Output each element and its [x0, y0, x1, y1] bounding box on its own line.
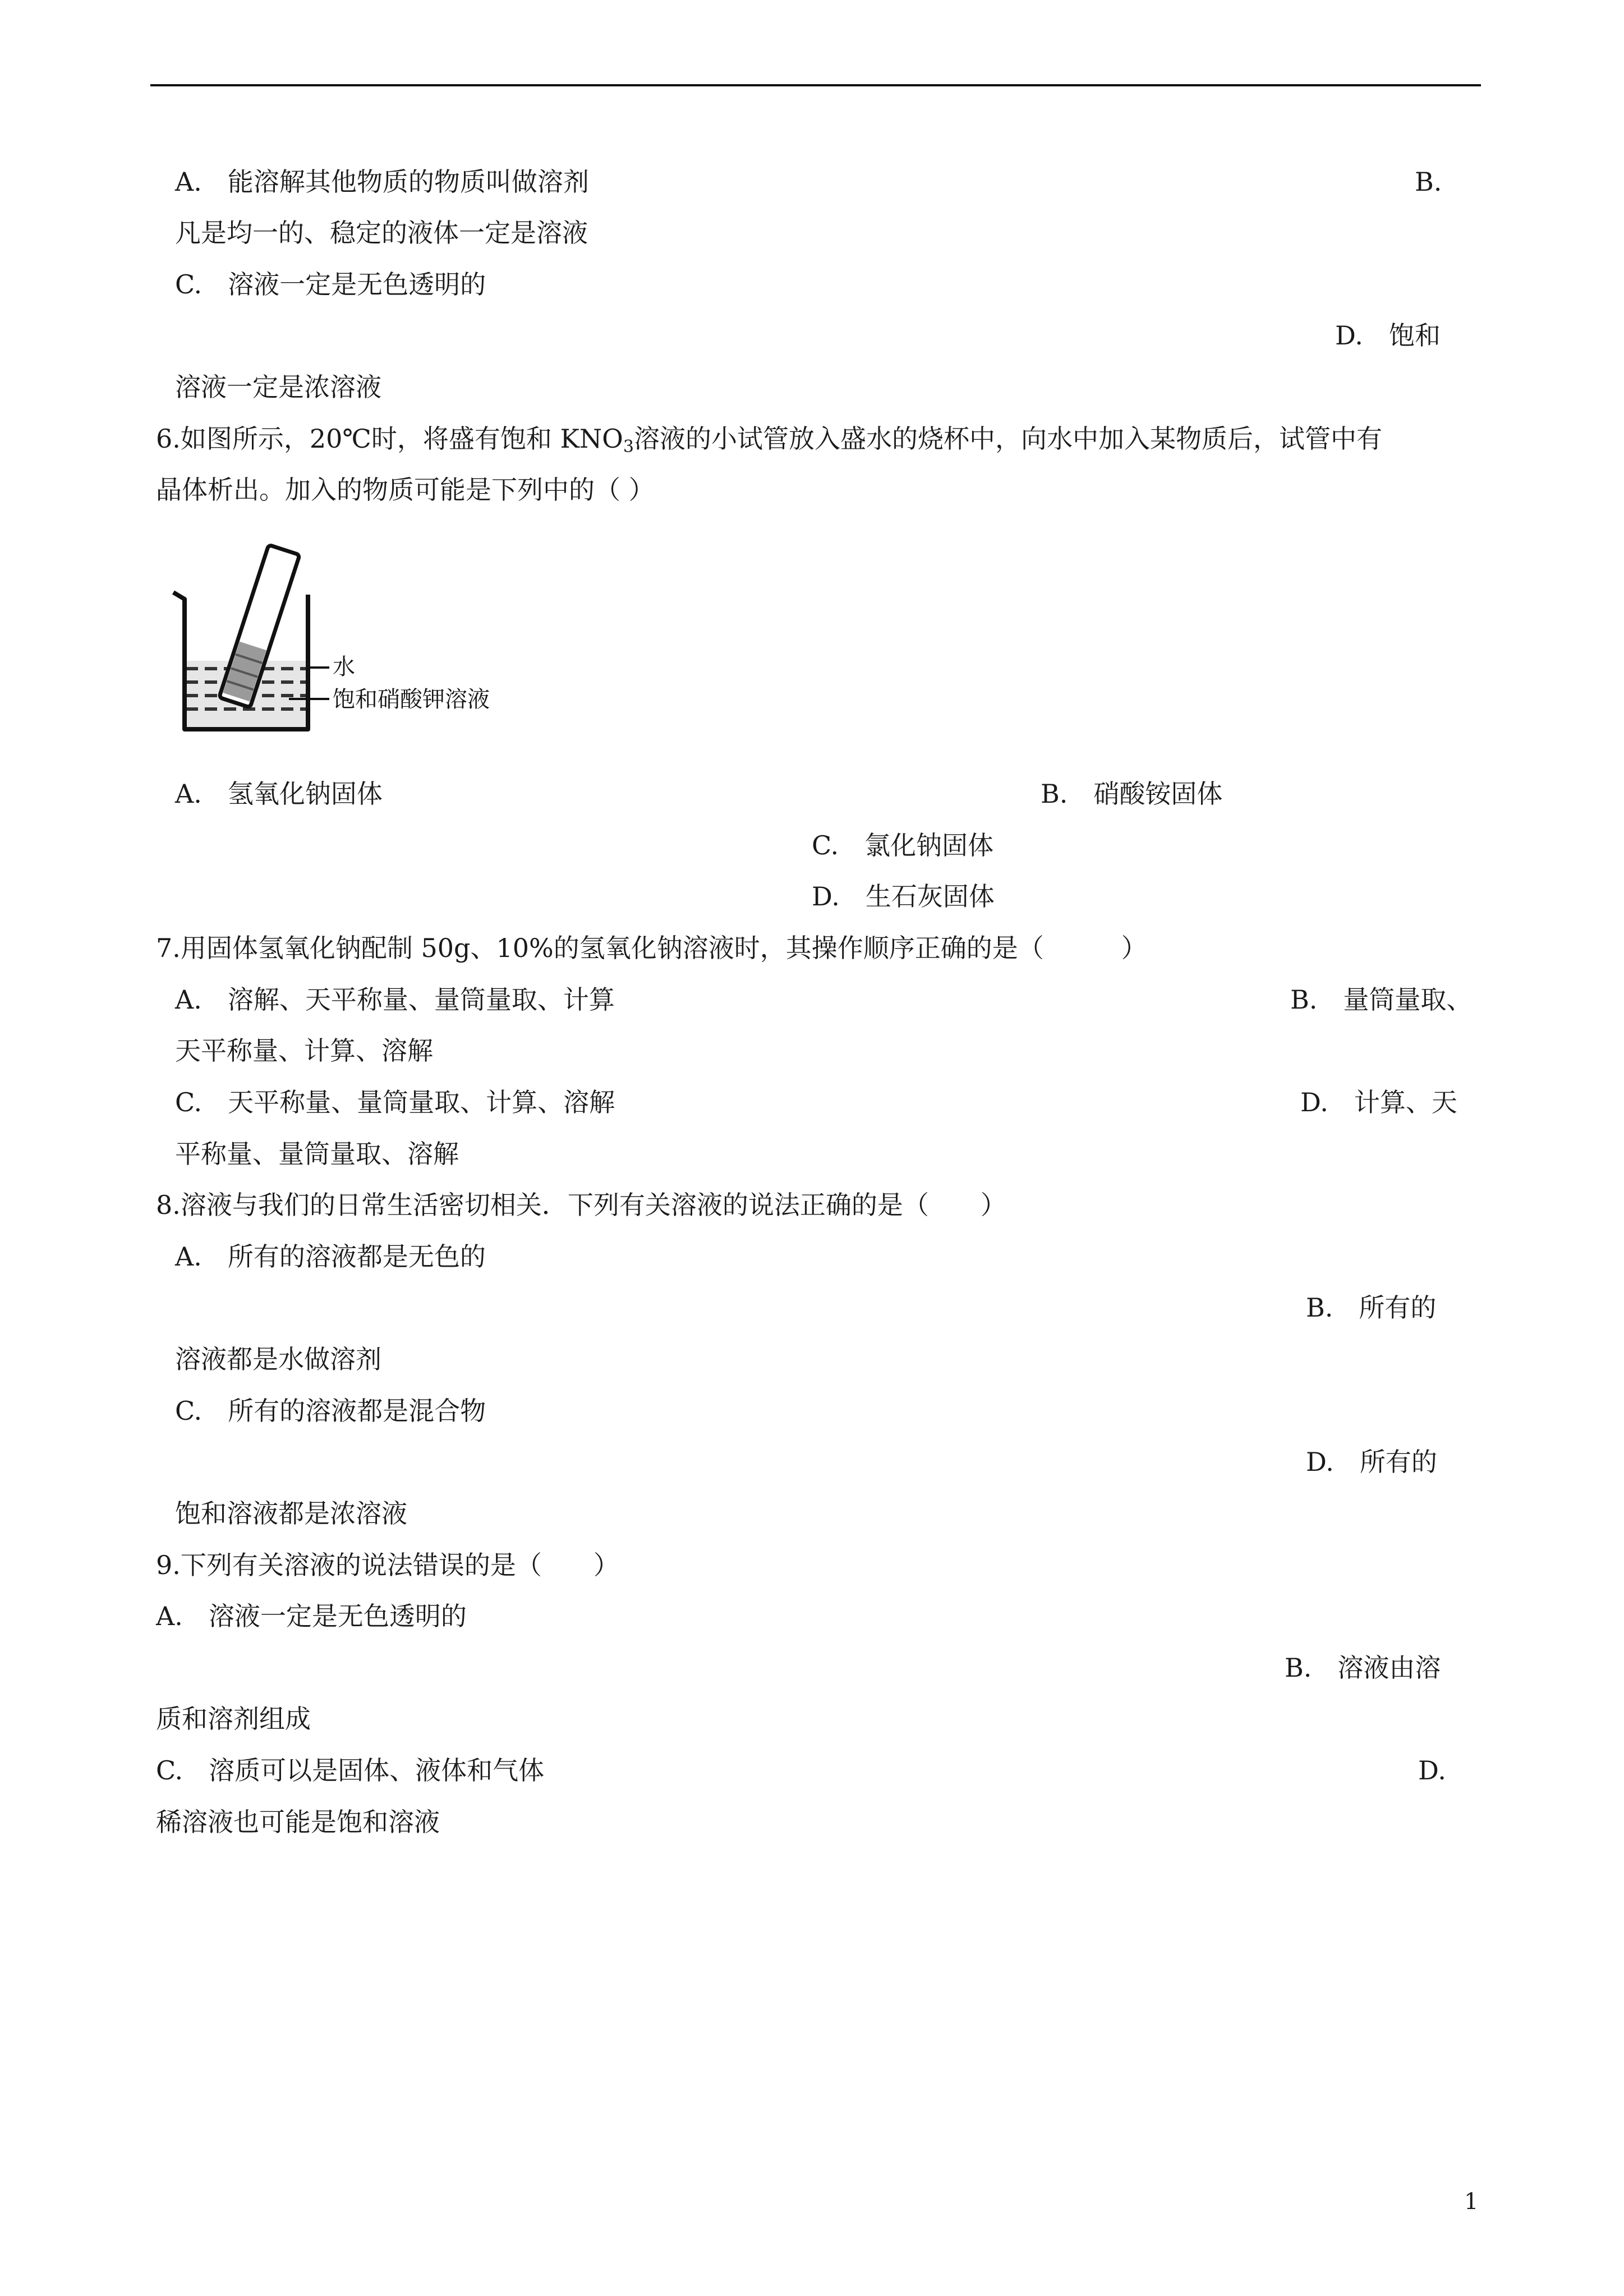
q9-option-b-label: B. 溶液由溶 [1285, 1653, 1441, 1683]
q7-option-d-text: 平称量、量筒量取、溶解 [175, 1139, 459, 1169]
q6-stem-line1: 6.如图所示，20℃时，将盛有饱和 $KNO_3$溶液的小试管放入盛水的烧杯中，向水中加入某物质后，试管中有 [156, 424, 1382, 457]
q8-option-b-text: 溶液都是水做溶剂 [175, 1344, 381, 1374]
page-number: 1 [1464, 2189, 1479, 2215]
q5-option-a: A. 能溶解其他物质的物质叫做溶剂 [175, 167, 589, 197]
q7-option-c: C. 天平称量、量筒量取、计算、溶解 [175, 1087, 615, 1117]
q7-stem: 7.用固体氢氧化钠配制 50g、10%的氢氧化钠溶液时，其操作顺序正确的是（ ） [156, 933, 1147, 963]
q7-option-d-label: D. 计算、天 [1300, 1087, 1457, 1117]
q5-option-c: C. 溶液一定是无色透明的 [175, 269, 486, 300]
q9-option-c: C. 溶质可以是固体、液体和气体 [156, 1755, 545, 1786]
q5-option-d-label: D. 饱和 [1335, 320, 1441, 351]
q8-stem: 8.溶液与我们的日常生活密切相关．下列有关溶液的说法正确的是（ ） [156, 1190, 1006, 1220]
q8-option-d-label: D. 所有的 [1306, 1447, 1437, 1477]
q6-stem-line2: 晶体析出。加入的物质可能是下列中的（ ） [156, 475, 655, 505]
q8-option-b-label: B. 所有的 [1306, 1292, 1437, 1323]
q7-option-b-label: B. 量筒量取、 [1290, 984, 1473, 1015]
q7-option-a: A. 溶解、天平称量、量筒量取、计算 [175, 984, 615, 1015]
q6-option-b: B. 硝酸铵固体 [1041, 779, 1223, 809]
q8-option-a: A. 所有的溶液都是无色的 [175, 1241, 486, 1272]
q9-option-a: A. 溶液一定是无色透明的 [156, 1601, 467, 1631]
q5-option-d-text: 溶液一定是浓溶液 [175, 372, 381, 402]
q9-stem: 9.下列有关溶液的说法错误的是（ ） [156, 1550, 619, 1580]
q7-option-b-text: 天平称量、计算、溶解 [175, 1036, 433, 1066]
q8-option-c: C. 所有的溶液都是混合物 [175, 1396, 486, 1426]
q9-option-d-label: D. [1418, 1755, 1446, 1786]
header-rule [150, 84, 1481, 86]
q9-option-b-text: 质和溶剂组成 [156, 1704, 311, 1734]
beaker-test-tube-figure [165, 539, 525, 740]
q5-option-b-label: B. [1415, 167, 1442, 197]
q6-option-a: A. 氢氧化钠固体 [175, 779, 383, 809]
q9-option-d-text: 稀溶液也可能是饱和溶液 [156, 1807, 440, 1837]
figure-label-water: 水 [333, 654, 355, 680]
q6-option-c: C. 氯化钠固体 [812, 830, 994, 861]
q5-option-b-text: 凡是均一的、稳定的液体一定是溶液 [175, 218, 588, 248]
q6-option-d: D. 生石灰固体 [812, 881, 995, 912]
q8-option-d-text: 饱和溶液都是浓溶液 [175, 1498, 407, 1529]
figure-label-solution: 饱和硝酸钾溶液 [333, 687, 490, 712]
